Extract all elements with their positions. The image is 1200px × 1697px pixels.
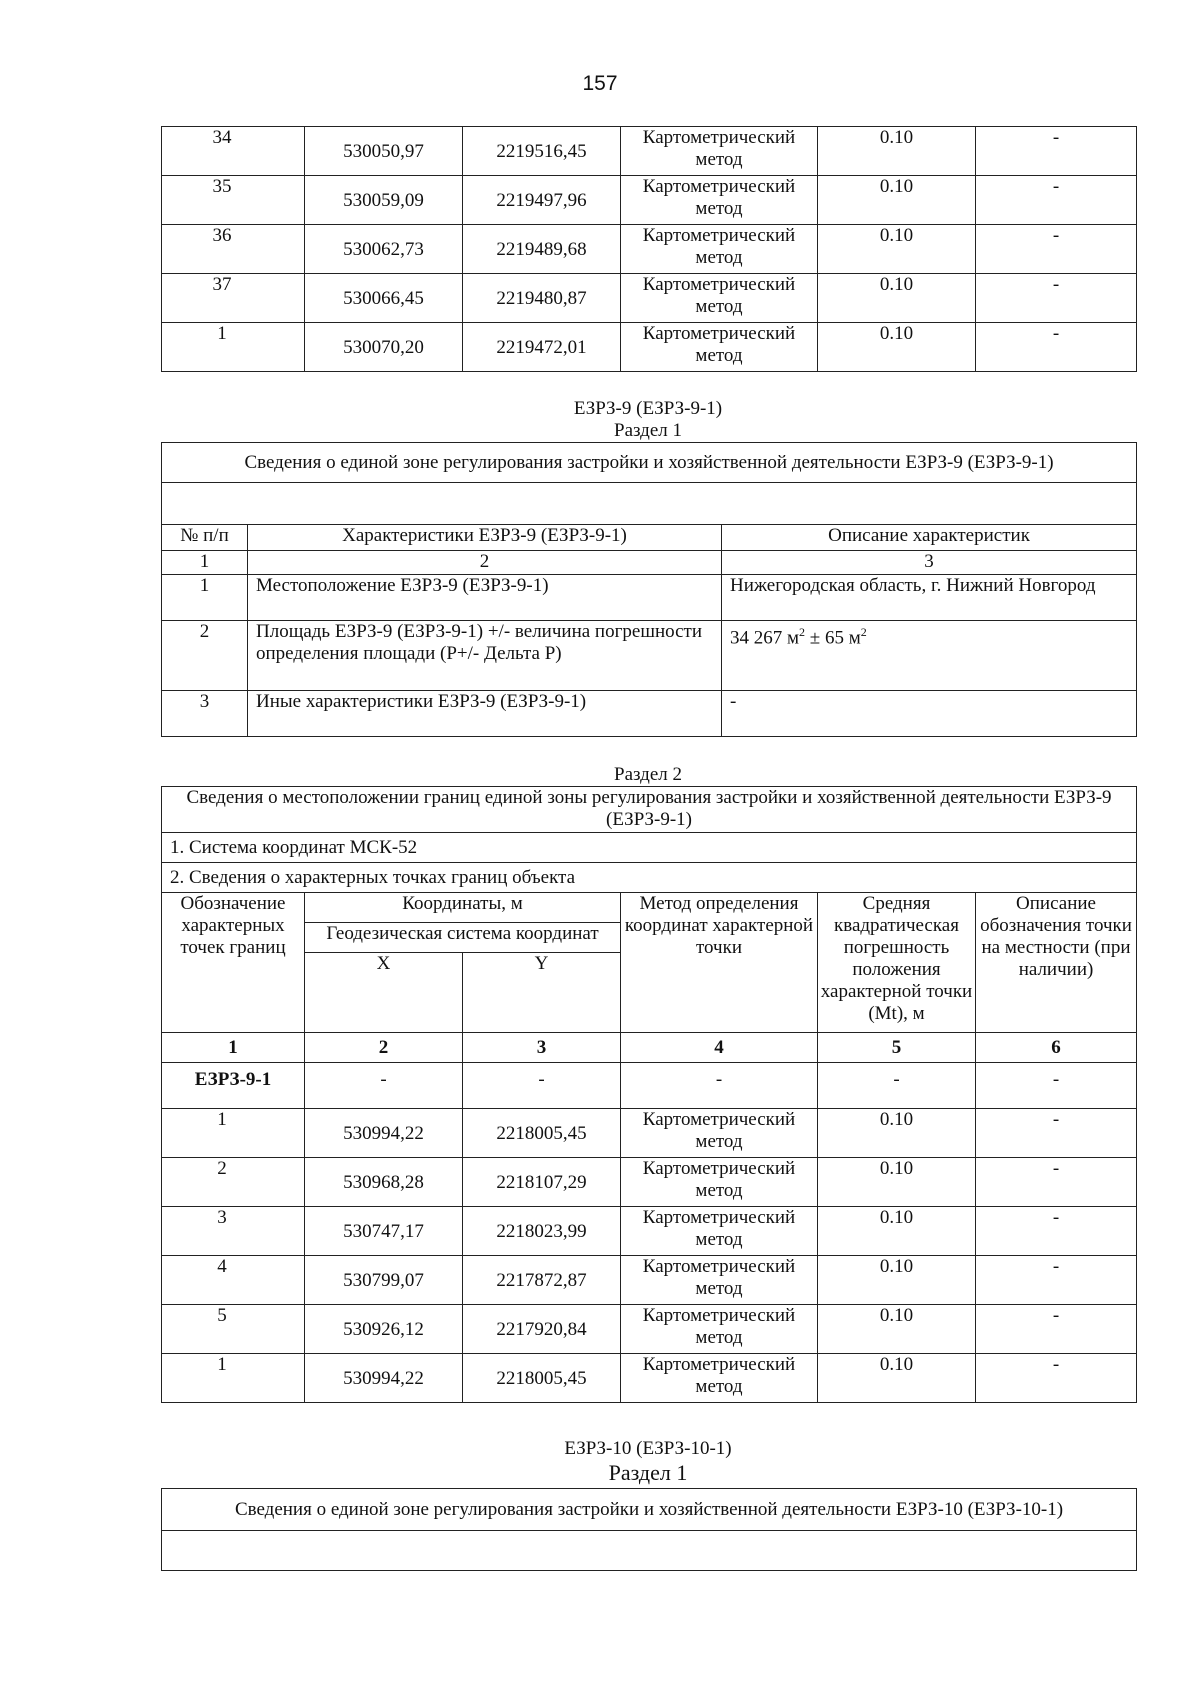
point-desc: - — [976, 127, 1137, 176]
desc-other: - — [722, 691, 1137, 737]
point-number: 1 — [162, 1354, 305, 1403]
zone-x: - — [305, 1063, 463, 1109]
col-desc-header: Описание характеристик — [722, 525, 1137, 551]
point-desc: - — [976, 1256, 1137, 1305]
table-row — [162, 225, 1137, 274]
coord-y: 2218107,29 — [463, 1158, 621, 1207]
col-num-header: № п/п — [162, 525, 248, 551]
coord-x: 530066,45 — [305, 274, 463, 323]
method: Картометрический метод — [621, 1305, 818, 1354]
ezrz10-title: ЕЗРЗ-10 (ЕЗРЗ-10-1) — [564, 1438, 732, 1459]
mt-value: 0.10 — [818, 1158, 976, 1207]
section1-header: Сведения о единой зоне регулирования застройки и хозяйственной деятельности ЕЗРЗ-9 (ЕЗРЗ-9-1) — [162, 443, 1137, 483]
zone-desc: - — [976, 1063, 1137, 1109]
table-row — [162, 1305, 1137, 1354]
table-row — [162, 1207, 1137, 1256]
mt-value: 0.10 — [818, 323, 976, 372]
point-desc: - — [976, 274, 1137, 323]
area-value: 34 267 м — [730, 627, 800, 649]
coord-x: 530968,28 — [305, 1158, 463, 1207]
ezrz10-section1-table — [161, 1488, 1137, 1571]
mt-value: 0.10 — [818, 127, 976, 176]
coord-x: 530994,22 — [305, 1109, 463, 1158]
zone-y: - — [463, 1063, 621, 1109]
desc-area — [722, 621, 1137, 691]
method: Картометрический метод — [621, 1158, 818, 1207]
coord-y: 2218023,99 — [463, 1207, 621, 1256]
table-row — [162, 1109, 1137, 1158]
point-desc: - — [976, 176, 1137, 225]
h-mt: Средняя квадратическая погрешность положения характерной точки (Mt), м — [818, 893, 976, 1033]
char-location: Местоположение ЕЗРЗ-9 (ЕЗРЗ-9-1) — [248, 575, 722, 621]
coord-x: 530062,73 — [305, 225, 463, 274]
coord-y: 2219472,01 — [463, 323, 621, 372]
coord-x: 530070,20 — [305, 323, 463, 372]
coord-x: 530747,17 — [305, 1207, 463, 1256]
point-desc: - — [976, 1109, 1137, 1158]
table-row — [162, 176, 1137, 225]
method: Картометрический метод — [621, 127, 818, 176]
point-desc: - — [976, 1354, 1137, 1403]
mt-value: 0.10 — [818, 225, 976, 274]
idx-cell: 2 — [305, 1033, 463, 1063]
point-number: 36 — [162, 225, 305, 274]
coord-x: 530799,07 — [305, 1256, 463, 1305]
point-number: 1 — [162, 1109, 305, 1158]
point-number: 3 — [162, 1207, 305, 1256]
ezrz9-section2-label: Раздел 2 — [614, 764, 682, 785]
idx-cell: 5 — [818, 1033, 976, 1063]
col-index: 3 — [722, 551, 1137, 575]
coord-y: 2218005,45 — [463, 1109, 621, 1158]
ezrz9-section1-label: Раздел 1 — [614, 420, 682, 441]
mt-value: 0.10 — [818, 1109, 976, 1158]
h-y: Y — [463, 953, 621, 1033]
coord-system: 1. Система координат МСК-52 — [162, 833, 1137, 863]
coord-y: 2217872,87 — [463, 1256, 621, 1305]
zone-name: ЕЗРЗ-9-1 — [162, 1063, 305, 1109]
desc-location: Нижегородская область, г. Нижний Новгород — [722, 575, 1137, 621]
method: Картометрический метод — [621, 1207, 818, 1256]
coord-y: 2218005,45 — [463, 1354, 621, 1403]
idx-cell: 1 — [162, 1033, 305, 1063]
point-number: 2 — [162, 1158, 305, 1207]
row-num: 3 — [162, 691, 248, 737]
point-number: 5 — [162, 1305, 305, 1354]
coord-x: 530926,12 — [305, 1305, 463, 1354]
h-designation: Обозначение характерных точек границ — [162, 893, 305, 1033]
mt-value: 0.10 — [818, 1256, 976, 1305]
idx-cell: 3 — [463, 1033, 621, 1063]
coord-y: 2217920,84 — [463, 1305, 621, 1354]
coord-x: 530059,09 — [305, 176, 463, 225]
mt-value: 0.10 — [818, 1354, 976, 1403]
idx-cell: 4 — [621, 1033, 818, 1063]
point-desc: - — [976, 323, 1137, 372]
point-number: 34 — [162, 127, 305, 176]
ezrz10-blank-row — [162, 1531, 1137, 1571]
page-number: 157 — [582, 72, 618, 95]
table-row — [162, 1256, 1137, 1305]
top-points-table — [161, 126, 1137, 372]
mt-value: 0.10 — [818, 1207, 976, 1256]
h-coords: Координаты, м — [305, 893, 621, 923]
point-desc: - — [976, 225, 1137, 274]
idx-cell: 6 — [976, 1033, 1137, 1063]
section1-blank-row — [162, 483, 1137, 525]
coord-y: 2219480,87 — [463, 274, 621, 323]
col-index: 2 — [248, 551, 722, 575]
ezrz9-title: ЕЗРЗ-9 (ЕЗРЗ-9-1) — [573, 398, 723, 419]
point-number: 37 — [162, 274, 305, 323]
method: Картометрический метод — [621, 176, 818, 225]
table-row — [162, 274, 1137, 323]
coord-y: 2219489,68 — [463, 225, 621, 274]
coord-y: 2219497,96 — [463, 176, 621, 225]
h-x: X — [305, 953, 463, 1033]
points-info: 2. Сведения о характерных точках границ объекта — [162, 863, 1137, 893]
row-num: 1 — [162, 575, 248, 621]
ezrz10-header: Сведения о единой зоне регулирования застройки и хозяйственной деятельности ЕЗРЗ-10 (ЕЗРЗ-10-1) — [162, 1489, 1137, 1531]
coord-y: 2219516,45 — [463, 127, 621, 176]
error-unit-sup: 2 — [860, 625, 867, 639]
coord-x: 530050,97 — [305, 127, 463, 176]
ezrz9-section2-table — [161, 786, 1137, 1403]
method: Картометрический метод — [621, 1354, 818, 1403]
section2-header: Сведения о местоположении границ единой зоны регулирования застройки и хозяйственной деятельности ЕЗРЗ-9 (ЕЗРЗ-9-1) — [162, 787, 1137, 833]
method: Картометрический метод — [621, 225, 818, 274]
table-row — [162, 1158, 1137, 1207]
point-number: 4 — [162, 1256, 305, 1305]
ezrz10-section1-label: Раздел 1 — [608, 1460, 688, 1485]
mt-value: 0.10 — [818, 176, 976, 225]
point-desc: - — [976, 1158, 1137, 1207]
method: Картометрический метод — [621, 1256, 818, 1305]
h-geo: Геодезическая система координат — [305, 923, 621, 953]
area-unit-sup: 2 — [799, 625, 806, 639]
mt-value: 0.10 — [818, 274, 976, 323]
ezrz9-section1-table — [161, 442, 1137, 737]
table-row — [162, 1354, 1137, 1403]
method: Картометрический метод — [621, 1109, 818, 1158]
char-area: Площадь ЕЗРЗ-9 (ЕЗРЗ-9-1) +/- величина погрешности определения площади (Р+/- Дельта Р) — [248, 621, 722, 691]
table-row — [162, 323, 1137, 372]
col-char-header: Характеристики ЕЗРЗ-9 (ЕЗРЗ-9-1) — [248, 525, 722, 551]
zone-mt: - — [818, 1063, 976, 1109]
h-desc: Описание обозначения точки на местности (при наличии) — [976, 893, 1137, 1033]
table-row — [162, 127, 1137, 176]
method: Картометрический метод — [621, 274, 818, 323]
area-error: ± 65 м — [805, 627, 861, 649]
method: Картометрический метод — [621, 323, 818, 372]
h-method: Метод определения координат характерной точки — [621, 893, 818, 1033]
point-desc: - — [976, 1207, 1137, 1256]
point-desc: - — [976, 1305, 1137, 1354]
point-number: 35 — [162, 176, 305, 225]
mt-value: 0.10 — [818, 1305, 976, 1354]
zone-method: - — [621, 1063, 818, 1109]
char-other: Иные характеристики ЕЗРЗ-9 (ЕЗРЗ-9-1) — [248, 691, 722, 737]
row-num: 2 — [162, 621, 248, 691]
col-index: 1 — [162, 551, 248, 575]
coord-x: 530994,22 — [305, 1354, 463, 1403]
point-number: 1 — [162, 323, 305, 372]
